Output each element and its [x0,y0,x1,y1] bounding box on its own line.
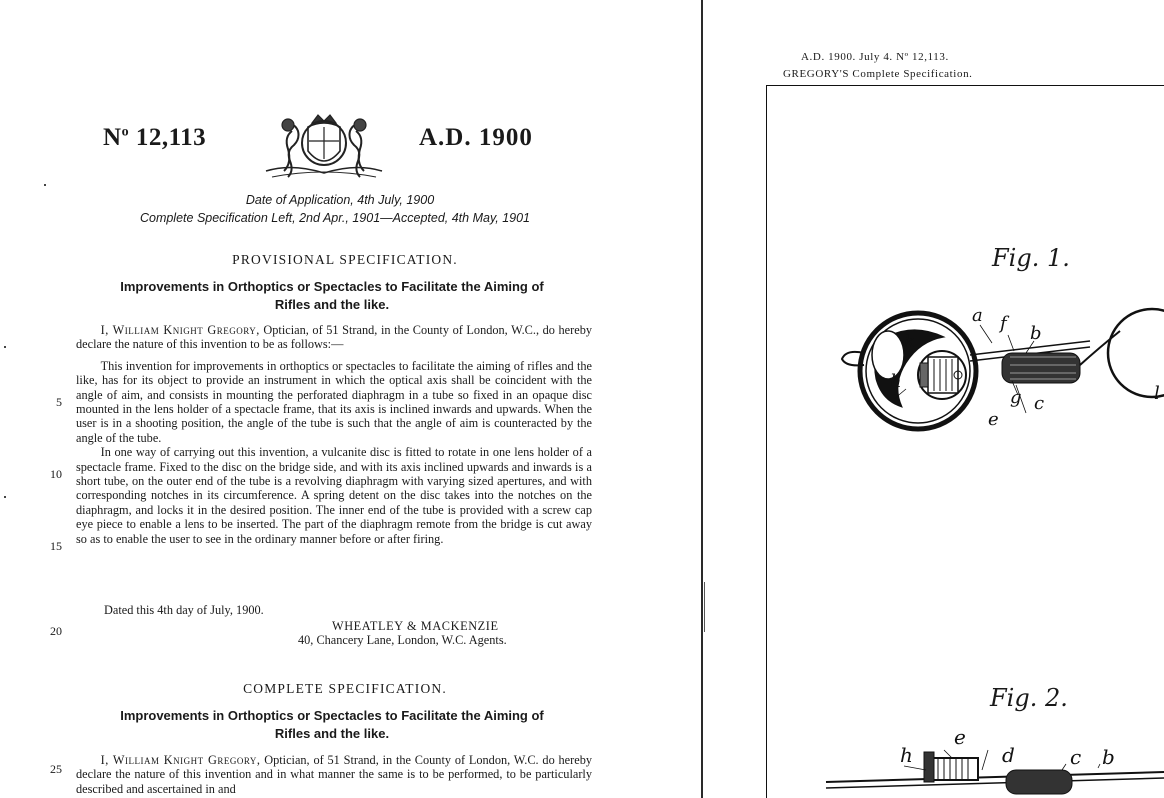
margin-mark [4,496,6,498]
patent-number: $N^o$ 12,113 [103,124,207,151]
fig1-letter-f: f [1000,313,1007,334]
fig1-letter-l: l [1154,383,1160,404]
fig2-letter-c: c [1070,745,1082,769]
provisional-specification-heading: PROVISIONAL SPECIFICATION. [232,252,458,267]
line-number-20: 20 [50,624,62,638]
figure-2-label: Fig. 2. [990,684,1068,712]
fig1-letter-h: h [890,371,902,392]
drawing-frame-left [766,85,767,798]
drawing-header-line-2: GREGORY'S Complete Specification. [783,68,973,80]
paragraph-1: This invention for improvements in orthoptics or spectacles to facilitate the aiming of rifles and the like, has for its object to provide an instrument in which the optical axis shall be coincident with the angle of aim, and consists in mounting the perforated diaphragm in a tube so fixed in an opaque disc mounted in the lens holder of a spectacle frame, that its axis is inclined inwards and upwards. When the user is in a shooting position, the angle of the tube is such that the angle of aim is counteracted by the angle of the tube. [76,358,592,445]
invention-title-complete: Improvements in Orthoptics or Spectacles to Facilitate the Aiming of Rifles and the like. [120,708,544,741]
drawing-header-line-1: A.D. 1900. July 4. Nº 12,113. [801,51,949,63]
agent-address: 40, Chancery Lane, London, W.C. Agents. [298,633,507,647]
page-spine [701,0,703,798]
paragraph-2: In one way of carrying out this invention, a vulcanite disc is fitted to rotate in one lens holder of a spectacle frame. Fixed to the disc on the bridge side, and with its axis inclined upwards and inwards is a short tube, on the outer end of the tube is a revolving diaphragm with varying sized apertures, and with corresponding notches in its circumference. A spring detent on the disc takes into the notches on the diaphragm, and locks it in the desired position. The inner end of the tube is provided with a screw cap eye piece to enable a lens to be inserted. The part of the diaphragm remote from the bridge is cut away so as to enable the user to see in the ordinary manner before or after firing. [76,445,592,546]
fig2-letter-h: h [900,743,913,767]
fig1-letter-a: a [972,305,983,326]
fig1-letter-e: e [988,409,999,430]
complete-body [76,753,592,796]
line-number-10: 10 [50,467,62,481]
complete-intro-paragraph: I, William Knight Gregory, Optician, of 51 Strand, in the County of London, W.C. do hereby declare the nature of this invention and in what manner the same is to be performed, to be particularly described and ascertained in and [76,753,592,796]
line-number-15: 15 [50,539,62,553]
complete-specification-heading: COMPLETE SPECIFICATION. [243,681,447,696]
agent-name: WHEATLEY & MACKENZIE [332,619,499,633]
figure-1-spectacles-drawing [820,295,1164,435]
line-number-25: 25 [50,762,62,776]
fig1-letter-c: c [1034,393,1045,414]
figure-2-spectacles-drawing [820,722,1164,798]
intro-paragraph: I, William Knight Gregory, Optician, of 51 Strand, in the County of London, W.C., do hereby declare the nature of this invention to be as follows:— [76,323,592,352]
date-of-application: Date of Application, 4th July, 1900 [245,193,435,207]
fig1-letter-g: g [1010,387,1022,408]
fig2-letter-d: d [1002,743,1015,767]
patent-year: A.D. 1900 [419,124,533,151]
figure-1-label: Fig. 1. [992,244,1070,272]
drawing-frame-top [766,85,1164,86]
dated-line: Dated this 4th day of July, 1900. [104,603,264,617]
provisional-body [76,323,592,546]
invention-title: Improvements in Orthoptics or Spectacles to Facilitate the Aiming of Rifles and the like. [120,279,544,312]
margin-mark [44,184,46,186]
fig2-letter-b: b [1102,745,1115,769]
complete-specification-dates: Complete Specification Left, 2nd Apr., 1901—Accepted, 4th May, 1901 [139,211,531,225]
fig1-letter-b: b [1030,323,1042,344]
fig1-letter-k: k [904,331,915,352]
line-number-5: 5 [56,395,62,409]
fig2-letter-e: e [954,725,966,749]
margin-mark [4,346,6,348]
royal-coat-of-arms-icon [262,113,386,179]
